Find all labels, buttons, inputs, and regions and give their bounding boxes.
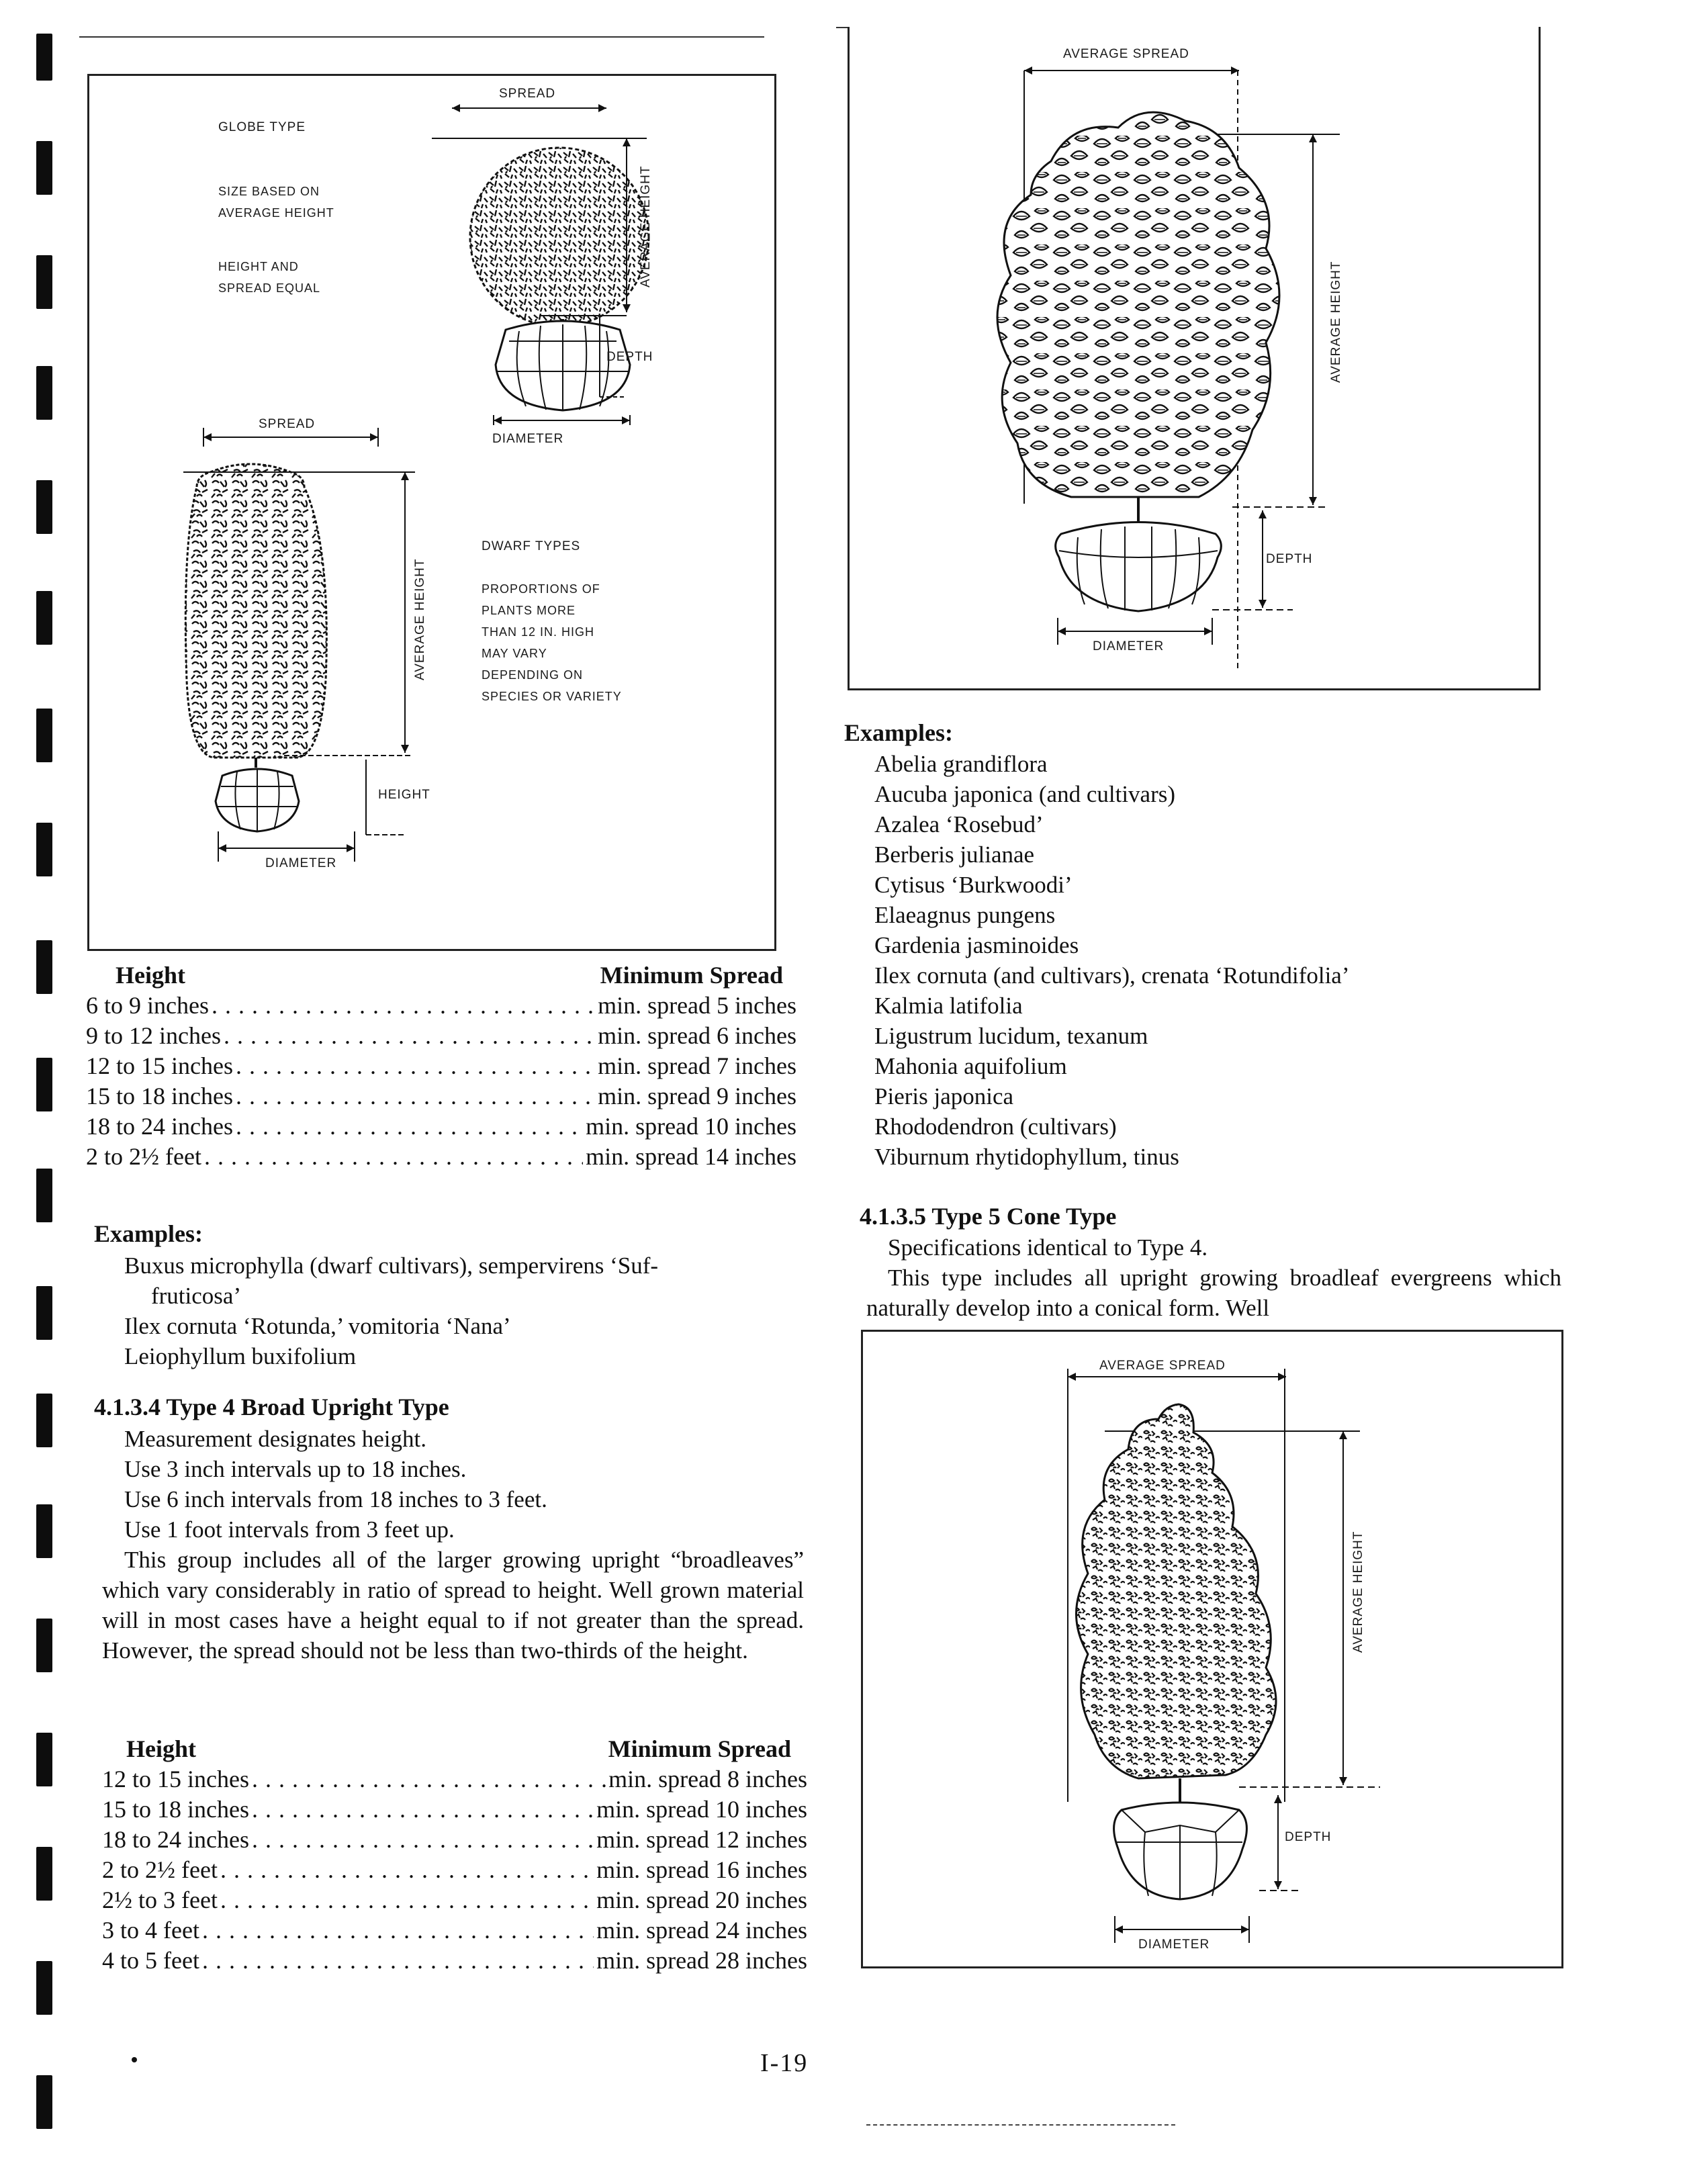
globe-note-line: AVERAGE HEIGHT	[218, 206, 334, 220]
table-row	[102, 1825, 807, 1855]
dwarf-spread-label: SPREAD	[259, 417, 316, 431]
globe-size-note	[218, 181, 334, 224]
avg-spread-label: AVERAGE SPREAD	[1099, 1359, 1226, 1373]
height-cell: 6 to 9 inches	[86, 992, 209, 1019]
spread-cell: min. spread 24 inches	[596, 1917, 807, 1944]
bottom-rule	[866, 2124, 1175, 2126]
spread-cell: min. spread 16 inches	[596, 1856, 807, 1883]
list-item: Abelia grandiflora	[874, 751, 1048, 777]
list-item: fruticosa’	[151, 1283, 242, 1309]
dwarf-note-line: PLANTS MORE	[482, 604, 576, 617]
height-cell: 3 to 4 feet	[102, 1917, 199, 1944]
spread-cell: min. spread 6 inches	[598, 1022, 796, 1049]
dwarf-types-title: DWARF TYPES	[482, 539, 581, 553]
table-row	[86, 1111, 796, 1142]
list-item: Ilex cornuta (and cultivars), crenata ‘Rotundifolia’	[874, 962, 1350, 989]
broad-upright-drawing	[850, 27, 1539, 688]
binder-hole	[36, 480, 52, 534]
examples-heading: Examples:	[844, 719, 953, 746]
globe-type-title: GLOBE TYPE	[218, 120, 306, 134]
section-heading-4134: 4.1.3.4 Type 4 Broad Upright Type	[94, 1394, 449, 1420]
spread-cell: min. spread 12 inches	[596, 1826, 807, 1853]
binder-hole	[36, 1394, 52, 1447]
binder-hole	[36, 1733, 52, 1786]
globe-note-line: HEIGHT AND	[218, 260, 299, 273]
dwarf-note-line: PROPORTIONS OF	[482, 582, 600, 596]
height-cell: 2 to 2½ feet	[102, 1856, 218, 1883]
binder-hole	[36, 823, 52, 876]
top-rule-left	[79, 36, 764, 38]
table-row	[102, 1794, 807, 1825]
dwarf-note-line: THAN 12 IN. HIGH	[482, 625, 595, 639]
dwarf-plant-illustration	[185, 464, 326, 831]
list-item: Aucuba japonica (and cultivars)	[874, 781, 1176, 807]
table-row	[86, 991, 796, 1021]
spread-cell: min. spread 7 inches	[598, 1052, 796, 1079]
rule-line: Use 3 inch intervals up to 18 inches.	[124, 1456, 467, 1482]
table-row	[102, 1764, 807, 1794]
dwarf-avg-height-label: AVERAGE HEIGHT	[413, 558, 427, 680]
list-item: Azalea ‘Rosebud’	[874, 811, 1044, 837]
spread-cell: min. spread 20 inches	[596, 1886, 807, 1913]
binder-hole	[36, 34, 52, 81]
binder-hole	[36, 1961, 52, 2015]
globe-spread-label: SPREAD	[499, 87, 556, 101]
table-row	[102, 1946, 807, 1976]
binder-hole	[36, 366, 52, 420]
table-row	[86, 1021, 796, 1051]
spread-table-dwarf	[86, 960, 796, 1172]
height-cell: 2½ to 3 feet	[102, 1886, 218, 1913]
spread-cell: min. spread 10 inches	[596, 1796, 807, 1823]
avg-spread-label: AVERAGE SPREAD	[1063, 47, 1189, 61]
list-item: Leiophyllum buxifolium	[124, 1343, 357, 1369]
section-4135-text	[866, 1232, 1561, 1323]
list-item: Kalmia latifolia	[874, 993, 1023, 1019]
binder-hole	[36, 255, 52, 309]
globe-avg-height-label: AVERAGE HEIGHT	[639, 165, 653, 287]
binder-hole	[36, 591, 52, 645]
spread-cell: min. spread 5 inches	[598, 992, 796, 1019]
table-header	[102, 1734, 807, 1764]
height-cell: 18 to 24 inches	[102, 1826, 249, 1853]
col-height-header: Height	[126, 1735, 196, 1762]
binder-hole	[36, 1619, 52, 1672]
col-spread-header: Minimum Spread	[600, 962, 783, 989]
table-header	[86, 960, 796, 991]
binder-hole	[36, 709, 52, 762]
scan-speck	[132, 2057, 137, 2062]
binder-hole	[36, 1058, 52, 1111]
paragraph-text: This group includes all of the larger growing upright “broadleaves” which vary considerably in ratio of spread to height. Well grown material will in most cases have a height equal to if not greater than the spread. However, the spread should not be less than two-thirds of the height.	[102, 1547, 804, 1664]
globe-dwarf-drawing	[89, 76, 774, 949]
list-item: Viburnum rhytidophyllum, tinus	[874, 1144, 1179, 1170]
globe-equal-note	[218, 256, 320, 299]
height-cell: 12 to 15 inches	[102, 1766, 249, 1792]
height-cell: 12 to 15 inches	[86, 1052, 233, 1079]
globe-plant-illustration	[470, 148, 649, 410]
globe-diameter-label: DIAMETER	[492, 432, 564, 446]
binder-hole	[36, 2075, 52, 2129]
list-item: Mahonia aquifolium	[874, 1053, 1067, 1079]
binder-hole	[36, 1286, 52, 1340]
globe-note-line: SPREAD EQUAL	[218, 281, 321, 295]
section-heading-4135: 4.1.3.5 Type 5 Cone Type	[860, 1203, 1117, 1230]
list-item: Pieris japonica	[874, 1083, 1014, 1109]
dwarf-diameter-label: DIAMETER	[265, 856, 337, 870]
globe-depth-label: DEPTH	[606, 350, 653, 364]
spec-line: Specifications identical to Type 4.	[888, 1234, 1208, 1261]
height-cell: 15 to 18 inches	[102, 1796, 249, 1823]
col-height-header: Height	[116, 962, 185, 989]
paragraph-text: This type includes all upright growing broadleaf evergreens which naturally develop into a conical form. Well	[866, 1265, 1561, 1321]
list-item: Gardenia jasminoides	[874, 932, 1079, 958]
depth-label: DEPTH	[1285, 1830, 1332, 1844]
spread-table-broad-upright	[102, 1734, 807, 1976]
col-spread-header: Minimum Spread	[608, 1735, 791, 1762]
cone-plant-illustration	[1077, 1404, 1277, 1899]
rule-line: Measurement designates height.	[124, 1426, 427, 1452]
table-row	[102, 1885, 807, 1915]
list-item: Ligustrum lucidum, texanum	[874, 1023, 1148, 1049]
figure-globe-dwarf	[87, 74, 776, 951]
dwarf-height-label: HEIGHT	[378, 788, 430, 802]
spread-cell: min. spread 28 inches	[596, 1947, 807, 1974]
section-4134-paragraph	[102, 1545, 804, 1666]
dwarf-types-note	[482, 578, 622, 707]
height-cell: 15 to 18 inches	[86, 1083, 233, 1109]
dwarf-note-line: DEPENDING ON	[482, 668, 584, 682]
section-4134-rules	[124, 1424, 547, 1545]
table-row	[102, 1855, 807, 1885]
rule-line: Use 6 inch intervals from 18 inches to 3 feet.	[124, 1486, 547, 1512]
globe-note-line: SIZE BASED ON	[218, 185, 320, 198]
binder-hole	[36, 141, 52, 195]
binder-hole	[36, 1169, 52, 1222]
height-cell: 4 to 5 feet	[102, 1947, 199, 1974]
list-item: Rhododendron (cultivars)	[874, 1113, 1117, 1140]
binder-hole	[36, 1847, 52, 1901]
binder-hole	[36, 940, 52, 994]
cone-drawing	[863, 1332, 1561, 1966]
spread-cell: min. spread 8 inches	[608, 1766, 807, 1792]
avg-height-label: AVERAGE HEIGHT	[1351, 1531, 1365, 1653]
list-item: Cytisus ‘Burkwoodi’	[874, 872, 1073, 898]
figure-cone	[861, 1330, 1563, 1968]
examples-list	[124, 1250, 658, 1371]
page-number: I-19	[760, 2049, 809, 2077]
table-row	[86, 1081, 796, 1111]
table-row	[102, 1915, 807, 1946]
examples-list	[874, 749, 1350, 1172]
table-row	[86, 1142, 796, 1172]
binder-hole	[36, 1504, 52, 1558]
list-item: Elaeagnus pungens	[874, 902, 1056, 928]
height-cell: 2 to 2½ feet	[86, 1143, 201, 1170]
list-item: Buxus microphylla (dwarf cultivars), sempervirens ‘Suf-	[124, 1253, 659, 1279]
height-cell: 18 to 24 inches	[86, 1113, 233, 1140]
list-item: Berberis julianae	[874, 841, 1035, 868]
depth-label: DEPTH	[1266, 552, 1313, 566]
dwarf-note-line: SPECIES OR VARIETY	[482, 690, 622, 703]
rule-line: Use 1 foot intervals from 3 feet up.	[124, 1516, 455, 1543]
height-cell: 9 to 12 inches	[86, 1022, 221, 1049]
diameter-label: DIAMETER	[1093, 639, 1165, 653]
spread-cell: min. spread 9 inches	[598, 1083, 796, 1109]
diameter-label: DIAMETER	[1138, 1938, 1210, 1952]
spread-cell: min. spread 10 inches	[586, 1113, 796, 1140]
examples-heading: Examples:	[94, 1220, 203, 1247]
spread-cell: min. spread 14 inches	[586, 1143, 796, 1170]
list-item: Ilex cornuta ‘Rotunda,’ vomitoria ‘Nana’	[124, 1313, 511, 1339]
dwarf-note-line: MAY VARY	[482, 647, 547, 660]
table-row	[86, 1051, 796, 1081]
figure-broad-upright	[848, 27, 1541, 690]
avg-height-label: AVERAGE HEIGHT	[1329, 261, 1343, 383]
